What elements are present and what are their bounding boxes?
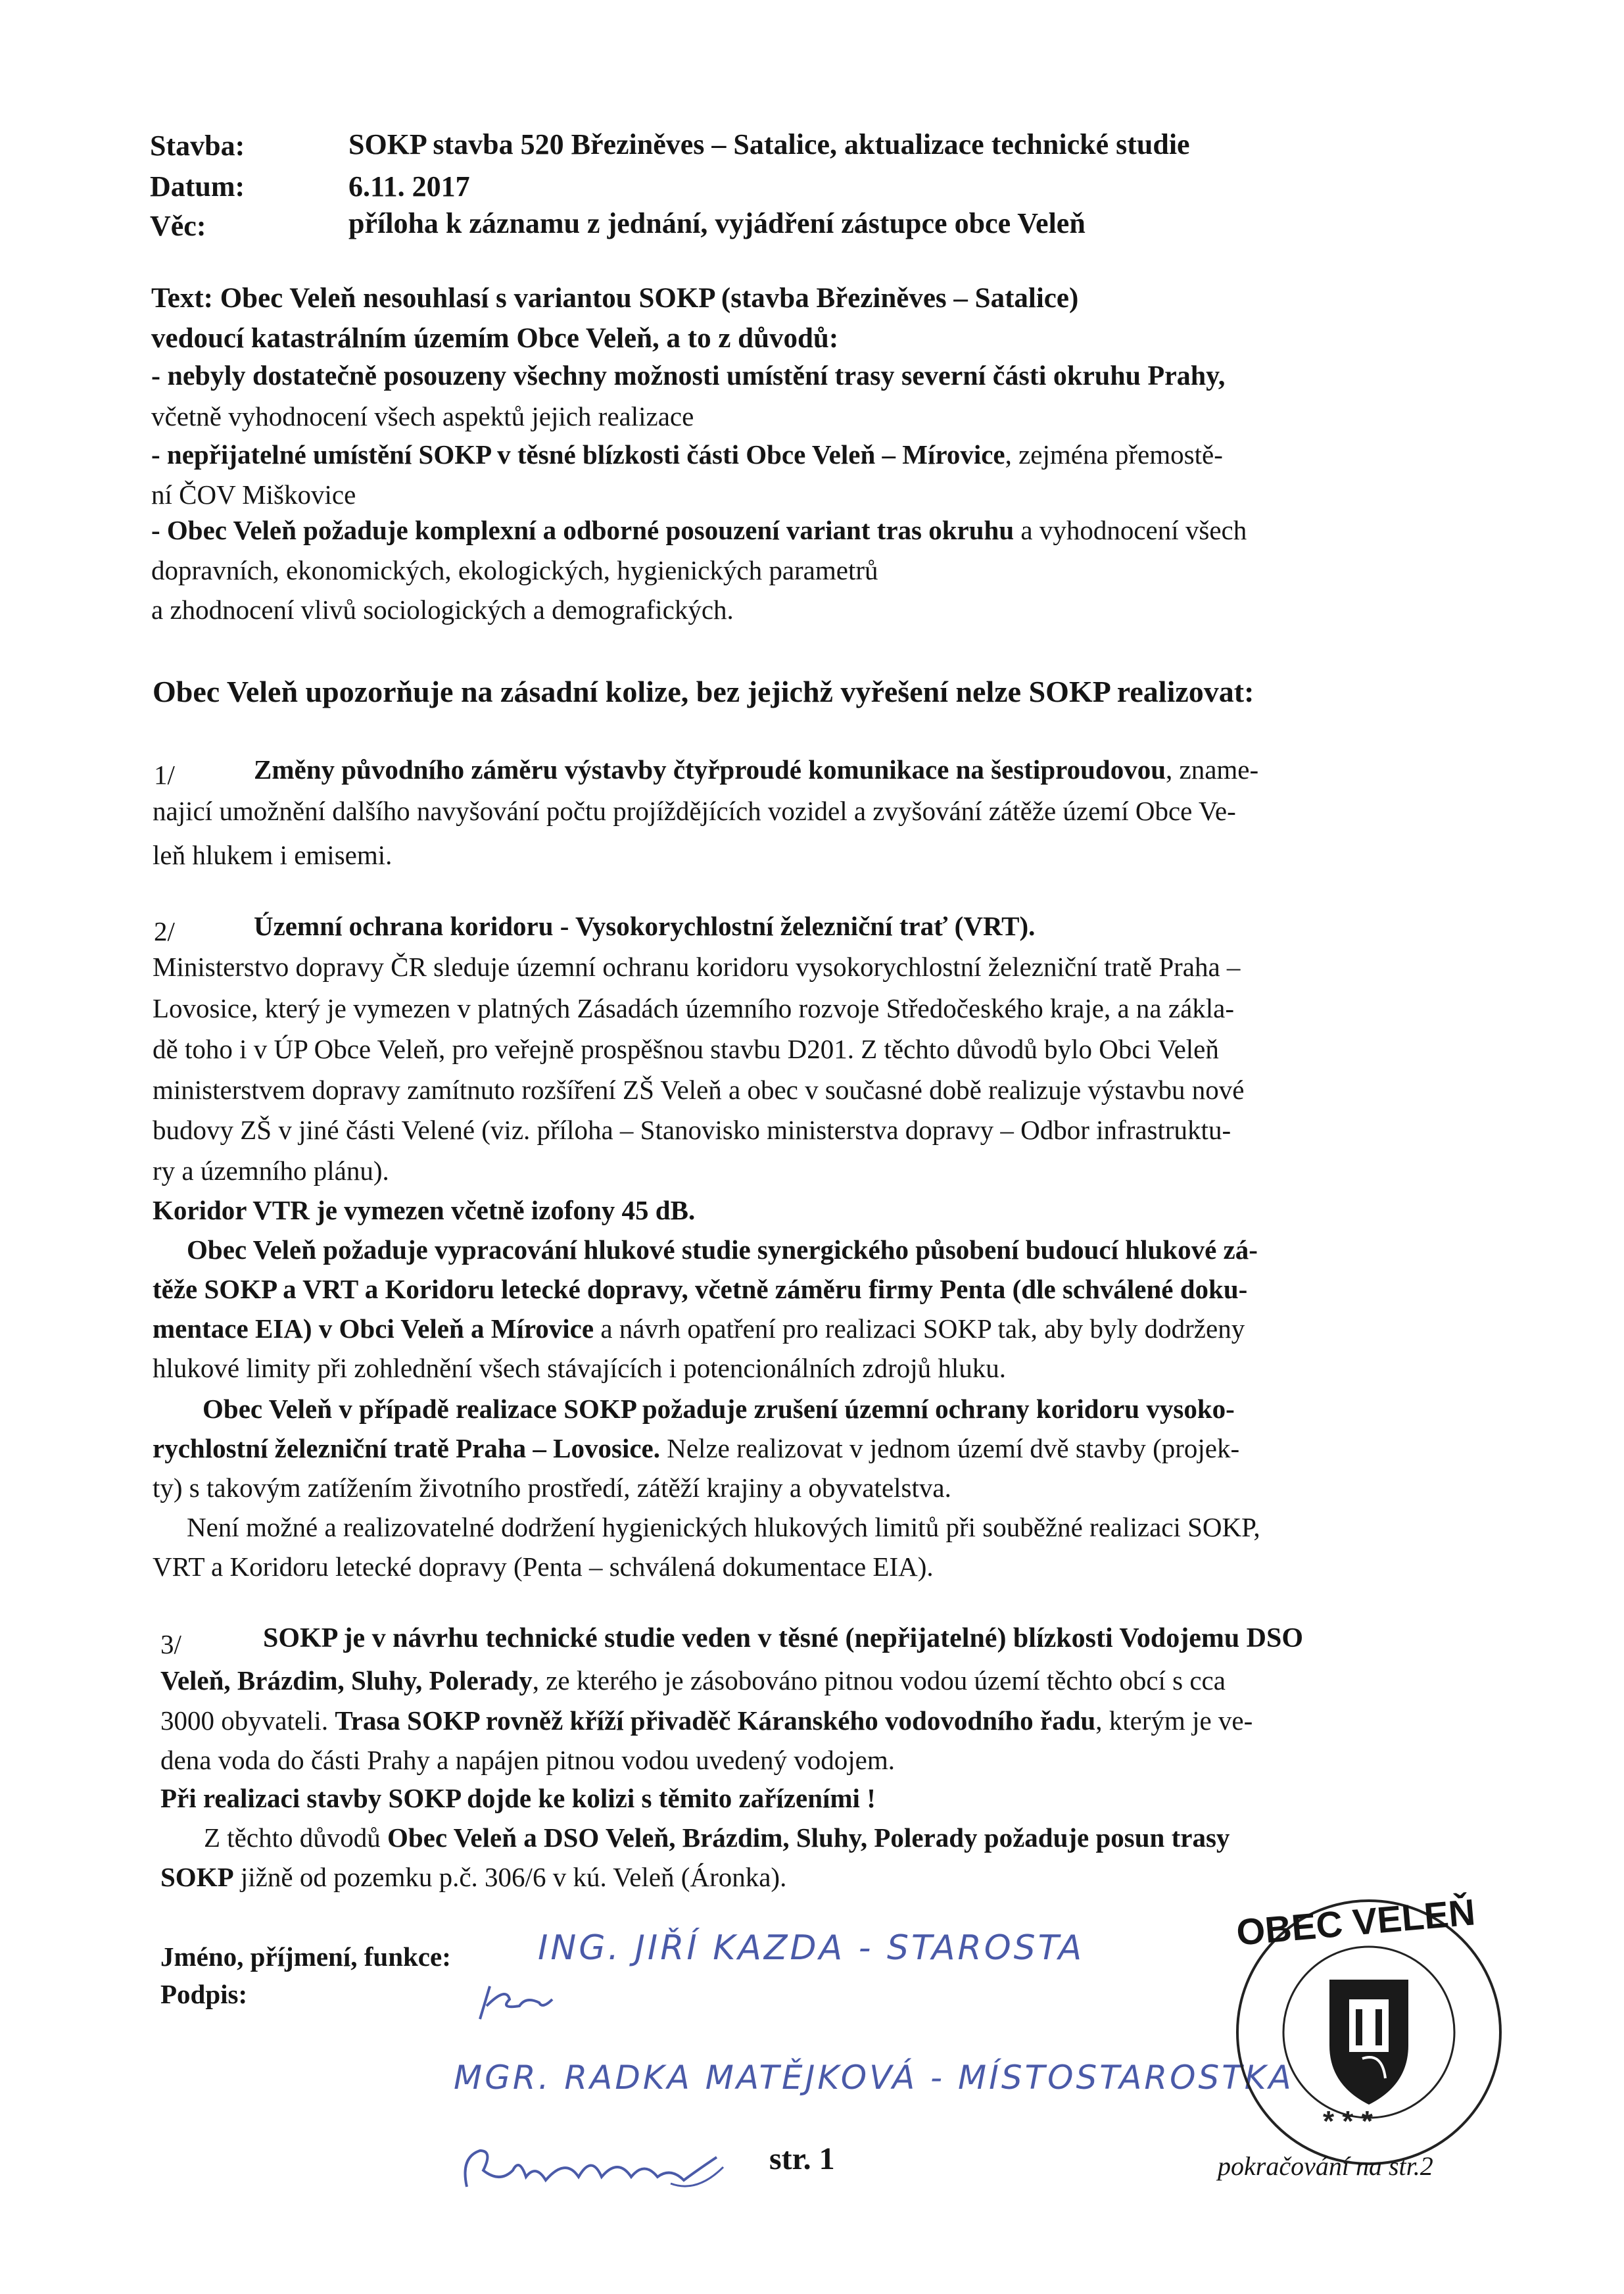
text-line-7-bold: - Obec Veleň požaduje komplexní a odborné posouzení variant tras okruhu xyxy=(151,515,1015,545)
point3-line-7 xyxy=(160,1864,786,1891)
text-line-7-rest: a vyhodnocení všech xyxy=(1014,515,1247,545)
point3-number: 3/ xyxy=(160,1629,181,1659)
point2-line-12: Obec Veleň v případě realizace SOKP požaduje zrušení územní ochrany koridoru vysoko- xyxy=(203,1394,1235,1424)
point2-line-16: VRT a Koridoru letecké dopravy (Penta – schválená dokumentace EIA). xyxy=(153,1551,934,1582)
point3-line-7-rest: jižně od pozemku p.č. 306/6 v kú. Veleň (Áronka). xyxy=(233,1862,787,1892)
point3-line-5: Při realizaci stavby SOKP dojde ke kolizi s těmito zařízeními ! xyxy=(160,1783,876,1813)
text-line-5-bold: - nepřijatelné umístění SOKP v těsné blízkosti části Obce Veleň – Mírovice xyxy=(151,439,1005,470)
point3-line-3-bold: Trasa SOKP rovněž kříží přivaděč Káranského vodovodního řadu xyxy=(335,1705,1096,1736)
text-line-9: a zhodnocení vlivů sociologických a demografických. xyxy=(151,595,734,625)
text-line-3: - nebyly dostatečně posouzeny všechny možnosti umístění trasy severní části okruhu Prahy, xyxy=(151,361,1226,391)
point3-line-6-rest: Z těchto důvodů xyxy=(204,1822,387,1853)
stavba-label: Stavba: xyxy=(150,130,245,162)
stamp-text: OBEC VELEŇ xyxy=(1234,1891,1477,1953)
point1-number: 1/ xyxy=(154,760,175,790)
point2-line-6: ry a územního plánu). xyxy=(153,1156,389,1186)
stamp-stars: * * * xyxy=(1323,2105,1373,2137)
point2-line-13-rest: Nelze realizovat v jednom území dvě stavby (projek- xyxy=(660,1433,1240,1463)
point3-line-3-rest2: , kterým je ve- xyxy=(1095,1705,1253,1736)
point2-line-3: dě toho i v ÚP Obce Veleň, pro veřejně prospěšnou stavbu D201. Z těchto důvodů bylo Obci Veleň xyxy=(153,1034,1219,1064)
point2-line-8: Obec Veleň požaduje vypracování hlukové studie synergického působení budoucí hlukové zá- xyxy=(187,1234,1258,1265)
point2-line-10-rest: a návrh opatření pro realizaci SOKP tak, aby byly dodrženy xyxy=(594,1313,1245,1344)
point3-line-4: dena voda do části Prahy a napájen pitnou vodou uvedený vodojem. xyxy=(160,1745,895,1775)
point1-line-1-rest: , zname- xyxy=(1166,754,1259,785)
podpis-label: Podpis: xyxy=(160,1979,248,2009)
point3-line-2 xyxy=(160,1667,1226,1694)
point1-line-2: najicí umožnění dalšího navyšování počtu projíždějících vozidel a zvyšování zátěže území Obce Ve- xyxy=(153,796,1236,826)
point2-line-7: Koridor VTR je vymezen včetně izofony 45 dB. xyxy=(153,1195,696,1225)
vec-label: Věc: xyxy=(150,210,206,242)
datum-label: Datum: xyxy=(150,170,245,203)
point2-line-1: Ministerstvo dopravy ČR sleduje územní ochranu koridoru vysokorychlostní železniční tratě Praha – xyxy=(153,952,1241,982)
point2-line-2: Lovosice, který je vymezen v platných Zásadách územního rozvoje Středočeského kraje, a na zákla- xyxy=(153,993,1235,1023)
point3-line-2-rest: , ze kterého je zásobováno pitnou vodou území těchto obcí s cca xyxy=(532,1665,1226,1696)
text-line-4: včetně vyhodnocení všech aspektů jejich realizace xyxy=(151,401,694,431)
point2-line-5: budovy ZŠ v jiné části Velené (viz. příloha – Stanovisko ministerstva dopravy – Odbor infrastruktu- xyxy=(153,1115,1231,1145)
point3-line-3-rest: 3000 obyvateli. xyxy=(160,1705,335,1736)
point2-number: 2/ xyxy=(154,916,175,946)
text-line-2: vedoucí katastrálním územím Obce Veleň, a to z důvodů: xyxy=(151,323,839,354)
signature-1-image xyxy=(460,1973,559,2032)
handwritten-name-2: MGR. RADKA MATĚJKOVÁ - MÍSTOSTAROSTKA xyxy=(454,2059,1294,2097)
point3-line-3 xyxy=(160,1707,1253,1734)
text-line-7 xyxy=(151,517,1247,544)
stavba-value: SOKP stavba 520 Březiněves – Satalice, aktualizace technické studie xyxy=(348,128,1190,160)
text-line-6: ní ČOV Miškovice xyxy=(151,479,356,510)
page-number: str. 1 xyxy=(769,2141,835,2176)
point2-line-4: ministerstvem dopravy zamítnuto rozšíření ZŠ Veleň a obec v současné době realizuje výstavbu nové xyxy=(153,1075,1245,1105)
point3-line-2-bold: Veleň, Brázdim, Sluhy, Polerady xyxy=(160,1665,533,1696)
name-function-label: Jméno, příjmení, funkce: xyxy=(160,1941,451,1972)
continued-note: pokračování na str.2 xyxy=(1218,2151,1433,2181)
point2-line-9: těže SOKP a VRT a Koridoru letecké dopravy, včetně záměru firmy Penta (dle schválené doku- xyxy=(153,1274,1248,1304)
point2-line-14: ty) s takovým zatížením životního prostředí, zátěží krajiny a obyvatelstva. xyxy=(153,1473,951,1503)
text-line-1: Text: Obec Veleň nesouhlasí s variantou SOKP (stavba Březiněves – Satalice) xyxy=(151,283,1079,314)
point2-line-13 xyxy=(153,1435,1239,1462)
point2-line-10-bold: mentace EIA) v Obci Veleň a Mírovice xyxy=(153,1313,594,1344)
text-line-5-rest: , zejména přemostě- xyxy=(1005,439,1223,470)
point1-line-1 xyxy=(254,756,1258,783)
point1-line-3: leň hlukem i emisemi. xyxy=(153,840,393,870)
point2-line-15: Není možné a realizovatelné dodržení hygienických hlukových limitů při souběžné realizaci SOKP, xyxy=(187,1512,1260,1542)
point2-line-10 xyxy=(153,1315,1245,1342)
point3-line-6 xyxy=(204,1824,1230,1851)
point3-line-1: SOKP je v návrhu technické studie veden v těsné (nepřijatelné) blízkosti Vodojemu DSO xyxy=(263,1623,1304,1653)
vec-value: příloha k záznamu z jednání, vyjádření zástupce obce Veleň xyxy=(348,207,1086,239)
point2-line-11: hlukové limity při zohlednění všech stávajících i potencionálních zdrojů hluku. xyxy=(153,1353,1007,1383)
text-line-8: dopravních, ekonomických, ekologických, hygienických parametrů xyxy=(151,555,878,585)
point1-line-1-bold: Změny původního záměru výstavby čtyřproudé komunikace na šestiproudovou xyxy=(254,754,1166,785)
point3-line-7-bold: SOKP xyxy=(160,1862,234,1892)
warning-heading: Obec Veleň upozorňuje na zásadní kolize, bez jejichž vyřešení nelze SOKP realizovat: xyxy=(153,675,1254,708)
text-line-5 xyxy=(151,441,1223,468)
point2-title: Územní ochrana koridoru - Vysokorychlostní železniční trať (VRT). xyxy=(254,911,1036,941)
signature-2-image xyxy=(454,2131,730,2203)
point2-line-13-bold: rychlostní železniční tratě Praha – Lovosice. xyxy=(153,1433,660,1463)
datum-value: 6.11. 2017 xyxy=(348,170,470,203)
point3-line-6-bold: Obec Veleň a DSO Veleň, Brázdim, Sluhy, Polerady požaduje posun trasy xyxy=(387,1822,1230,1853)
handwritten-name-1: ING. JIŘÍ KAZDA - STAROSTA xyxy=(538,1928,1085,1968)
